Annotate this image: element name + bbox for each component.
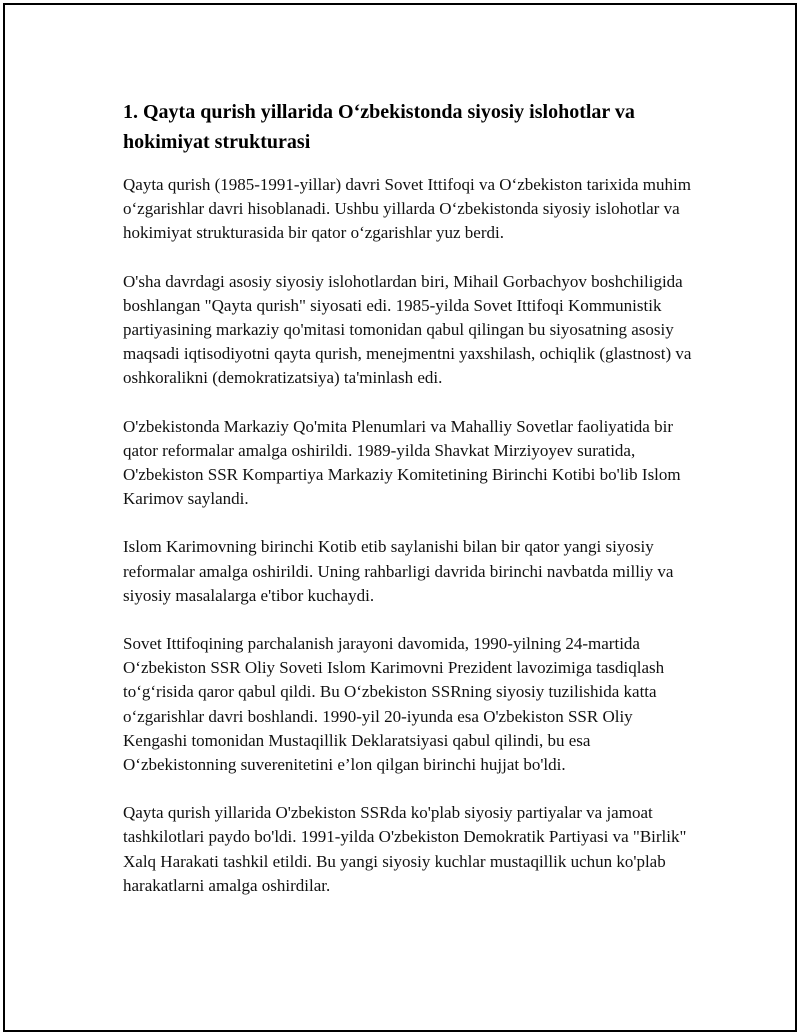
document-title: 1. Qayta qurish yillarida O‘zbekistonda siyosiy islohotlar va hokimiyat strukturasi	[123, 101, 635, 153]
paragraph: O'sha davrdagi asosiy siyosiy islohotlardan biri, Mihail Gorbachyov boshchiligida boshlangan "Qayta qurish" siyosati edi. 1985-yilda Sovet Ittifoqi Kommunistik partiyasining markaziy qo'mitasi tomonidan qabul qilingan bu siyosatning asosiy maqsadi iqtisodiyotni qayta qurish, menejmentni yaxshilash, ochiqlik (glastnost) va oshkoralikni (demokratizatsiya) ta'minlash edi.	[123, 271, 692, 388]
page-frame	[3, 3, 797, 1032]
paragraph: Islom Karimovning birinchi Kotib etib saylanishi bilan bir qator yangi siyosiy reformalar amalga oshirildi. Uning rahbarligi davrida birinchi navbatda milliy va siyosiy masalalarga e'tibor kuchaydi.	[123, 537, 674, 605]
document-body	[123, 97, 695, 922]
paragraph: Qayta qurish (1985-1991-yillar) davri Sovet Ittifoqi va O‘zbekiston tarixida muhim o‘zgarishlar davri hisoblanadi. Ushbu yillarda O‘zbekistonda siyosiy islohotlar va hokimiyat strukturasida bir qator o‘zgarishlar yuz berdi.	[123, 175, 691, 243]
paragraph: Qayta qurish yillarida O'zbekiston SSRda ko'plab siyosiy partiyalar va jamoat tashkilotlari paydo bo'ldi. 1991-yilda O'zbekiston Demokratik Partiyasi va "Birlik" Xalq Harakati tashkil etildi. Bu yangi siyosiy kuchlar mustaqillik uchun ko'plab harakatlarni amalga oshirdilar.	[123, 803, 687, 895]
paragraph: Sovet Ittifoqining parchalanish jarayoni davomida, 1990-yilning 24-martida O‘zbekiston SSR Oliy Soveti Islom Karimovni Prezident lavozimiga tasdiqlash to‘g‘risida qaror qabul qildi. Bu O‘zbekiston SSRning siyosiy tuzilishida katta o‘zgarishlar davri boshlandi. 1990-yil 20-iyunda esa O'zbekiston SSR Oliy Kengashi tomonidan Mustaqillik Deklaratsiyasi qabul qilindi, bu esa O‘zbekistonning suverenitetini e’lon qilgan birinchi hujjat bo'ldi.	[123, 634, 665, 775]
paragraph: O'zbekistonda Markaziy Qo'mita Plenumlari va Mahalliy Sovetlar faoliyatida bir qator reformalar amalga oshirildi. 1989-yilda Shavkat Mirziyoyev suratida, O'zbekiston SSR Kompartiya Markaziy Komitetining Birinchi Kotibi bo'lib Islom Karimov saylandi.	[123, 416, 681, 509]
